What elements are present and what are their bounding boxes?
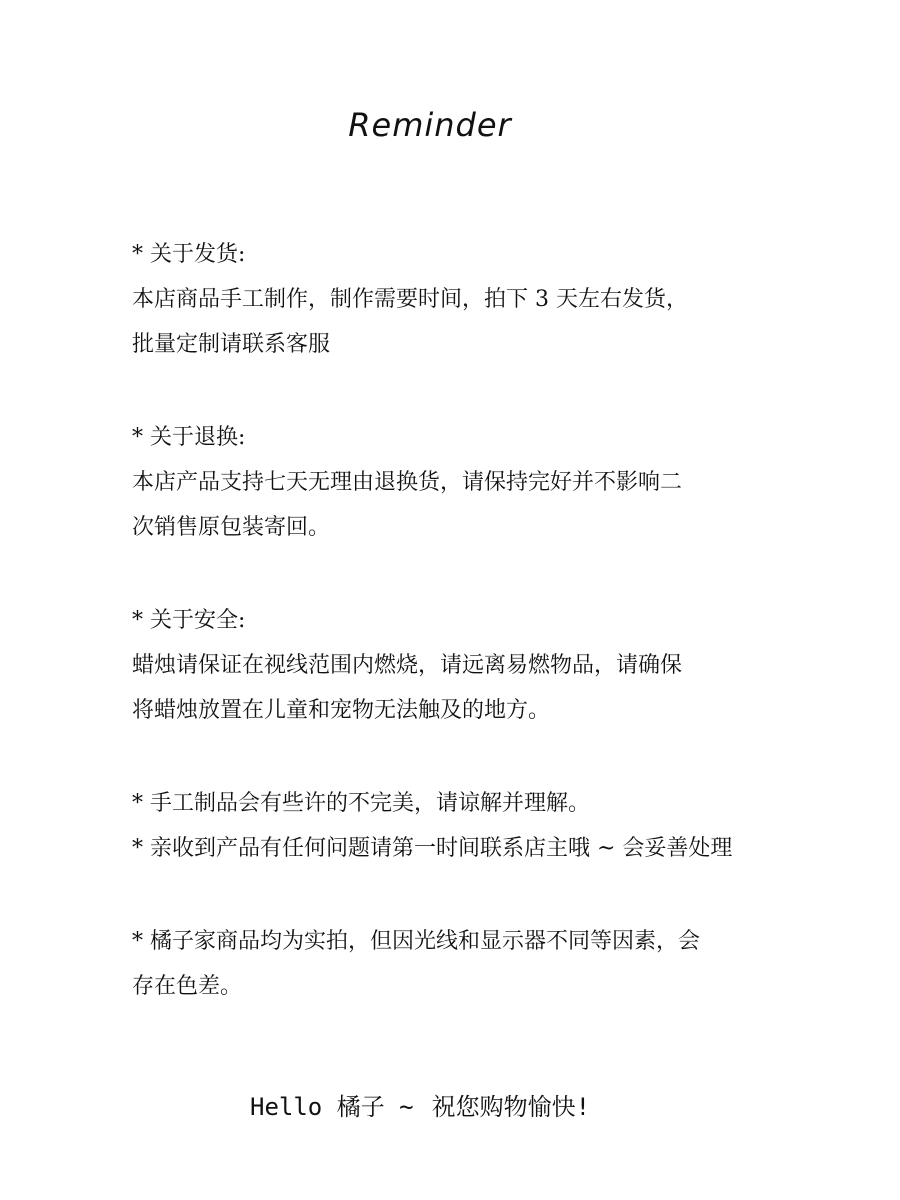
section-gap [132, 550, 852, 598]
section-gap [132, 733, 852, 781]
footer-message [250, 1084, 590, 1130]
safety-section [132, 598, 852, 733]
safety-line-2: 将蜡烛放置在儿童和宠物无法触及的地方。 [132, 698, 551, 723]
page-title: Reminder [348, 106, 512, 144]
color-section [132, 919, 852, 1009]
returns-line-2: 次销售原包装寄回。 [132, 515, 331, 540]
notes-section [132, 781, 852, 871]
shipping-line-1: 本店商品手工制作，制作需要时间，拍下 3 天左右发货， [132, 287, 688, 312]
color-line-2: 存在色差。 [132, 974, 243, 999]
footer-wish: 祝您购物愉快! [431, 1093, 591, 1121]
safety-heading: * 关于安全: [132, 608, 246, 633]
color-line-1: * 橘子家商品均为实拍，但因光线和显示器不同等因素，会 [132, 929, 700, 954]
section-gap [132, 367, 852, 415]
safety-line-1: 蜡烛请保证在视线范围内燃烧，请远离易燃物品，请确保 [132, 653, 683, 678]
returns-line-1: 本店产品支持七天无理由退换货，请保持完好并不影响二 [132, 470, 683, 495]
returns-section [132, 415, 852, 550]
footer-greeting: Hello 橘子 ~ [250, 1093, 414, 1121]
section-gap [132, 871, 852, 919]
note-contact: * 亲收到产品有任何问题请第一时间联系店主哦 ~ 会妥善处理 [132, 836, 733, 861]
note-imperfection: * 手工制品会有些许的不完美，请谅解并理解。 [132, 791, 590, 816]
shipping-line-2: 批量定制请联系客服 [132, 332, 331, 357]
shipping-section [132, 232, 852, 367]
reminder-content [132, 232, 852, 1009]
returns-heading: * 关于退换: [132, 425, 246, 450]
shipping-heading: * 关于发货: [132, 242, 246, 267]
